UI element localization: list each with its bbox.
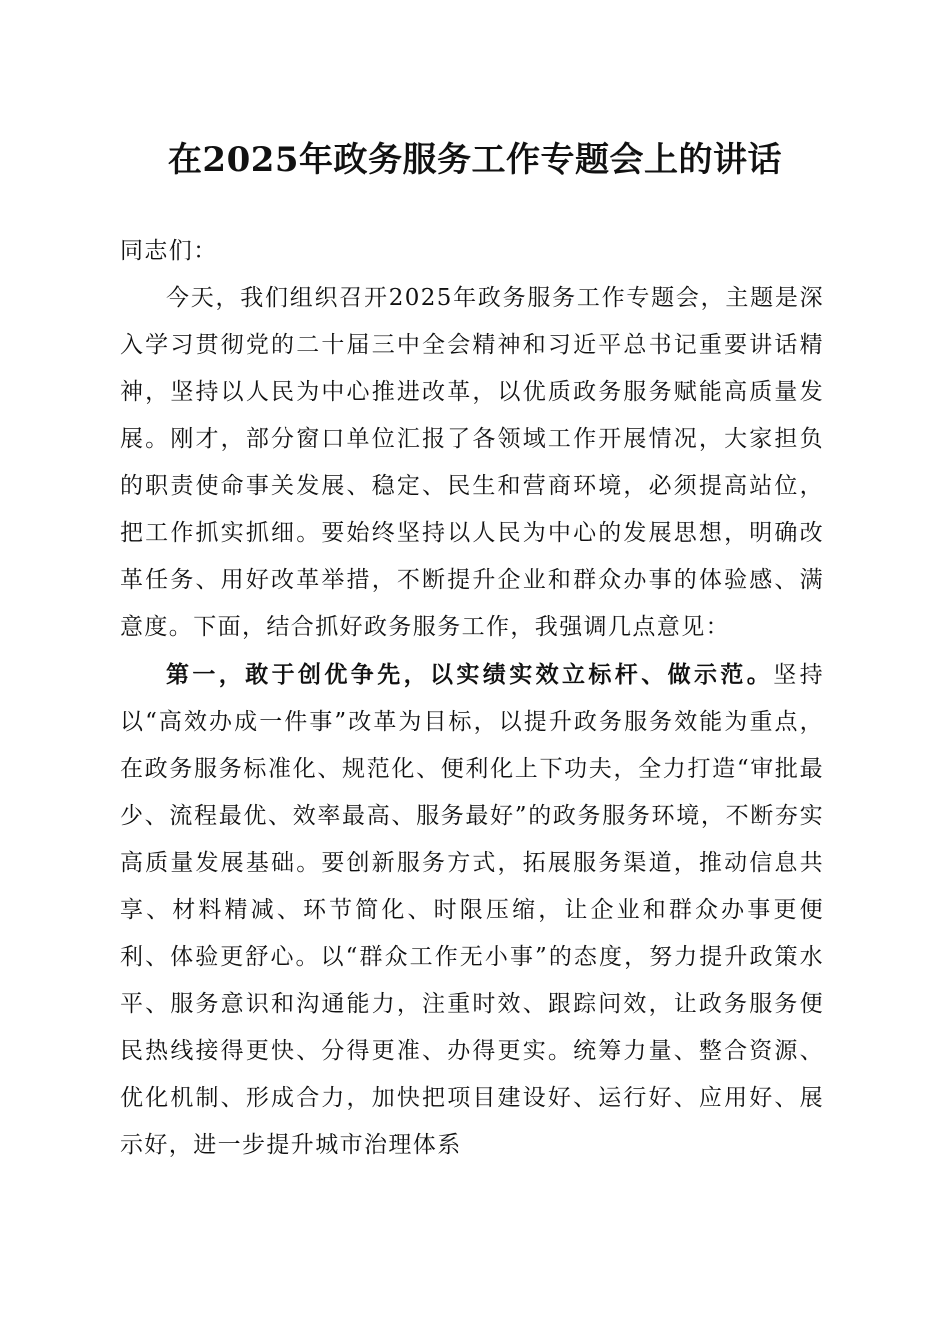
document-title: 在2025年政务服务工作专题会上的讲话 [167,140,783,180]
salutation: 同志们： [120,238,218,264]
paragraph-text: 今天，我们组织召开2025年政务服务工作专题会，主题是深入学习贯彻党的二十届三中全会精神和习近平总书记重要讲话精神，坚持以人民为中心推进改革，以优质政务服务赋能高质量发展。刚才，部分窗口单位汇报了各领域工作开展情况，大家担负的职责使命事关发展、稳定、民生和营商环境，必须提高站位，把工作抓实抓细。要始终坚持以人民为中心的发展思想，明确改革任务、用好改革举措，不断提升企业和群众办事的体验感、满意度。下面，结合抓好政务服务工作，我强调几点意见： [120,285,824,640]
paragraph-intro [120,275,824,651]
paragraph-point-one [120,651,824,1169]
document-body [120,228,824,1169]
paragraph-text: 坚持以“高效办成一件事”改革为目标，以提升政务服务效能为重点，在政务服务标准化、规范化、便利化上下功夫，全力打造“审批最少、流程最优、效率最高、服务最好”的政务服务环境，不断夯实高质量发展基础。要创新服务方式，拓展服务渠道，推动信息共享、材料精减、环节简化、时限压缩，让企业和群众办事更便利、体验更舒心。以“群众工作无小事”的态度，努力提升政策水平、服务意识和沟通能力，注重时效、跟踪问效，让政务服务便民热线接得更快、分得更准、办得更实。统筹力量、整合资源、优化机制、形成合力，加快把项目建设好、运行好、应用好、展示好，进一步提升城市治理体系 [120,662,824,1158]
paragraph-lead-heading: 第一，敢于创优争先，以实绩实效立标杆、做示范。 [166,661,774,688]
